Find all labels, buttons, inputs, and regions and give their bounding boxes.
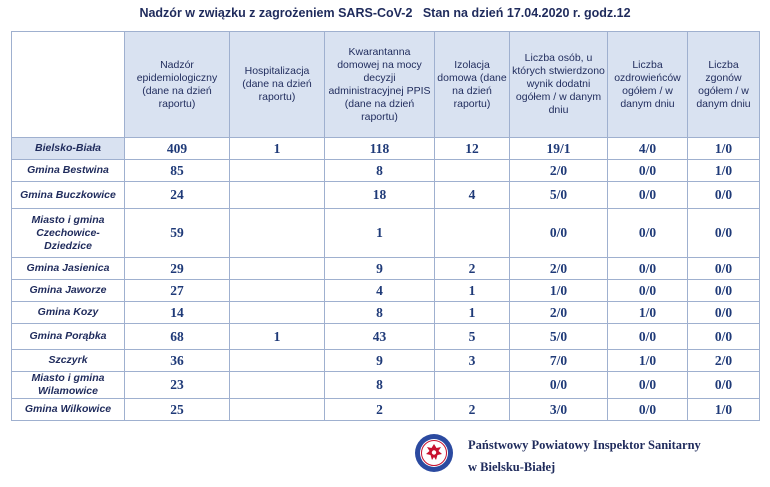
table-row [12, 280, 760, 302]
cell-nadzor: 25 [125, 399, 230, 421]
cell-zgony: 0/0 [688, 280, 760, 302]
sanepid-eagle-logo-icon [414, 433, 454, 473]
cell-kwarantanna: 43 [325, 324, 435, 350]
cell-hospitalizacja [230, 258, 325, 280]
cell-nadzor: 24 [125, 182, 230, 209]
cell-wynik-dodatni: 5/0 [510, 182, 608, 209]
cell-wynik-dodatni: 1/0 [510, 280, 608, 302]
cell-wynik-dodatni: 7/0 [510, 350, 608, 372]
table-row [12, 399, 760, 421]
cell-izolacja [435, 160, 510, 182]
cell-nadzor: 23 [125, 372, 230, 399]
cell-hospitalizacja: 1 [230, 324, 325, 350]
cell-hospitalizacja [230, 302, 325, 324]
table-row [12, 302, 760, 324]
header-corner [12, 32, 125, 138]
cell-nadzor: 27 [125, 280, 230, 302]
row-name: Gmina Porąbka [12, 324, 125, 350]
cell-izolacja: 4 [435, 182, 510, 209]
cell-zgony: 1/0 [688, 160, 760, 182]
cell-izolacja: 3 [435, 350, 510, 372]
cell-ozdrowiency: 4/0 [608, 138, 688, 160]
cell-hospitalizacja: 1 [230, 138, 325, 160]
row-name: Gmina Kozy [12, 302, 125, 324]
table-row [12, 138, 760, 160]
row-name: Szczyrk [12, 350, 125, 372]
cell-kwarantanna: 18 [325, 182, 435, 209]
cell-ozdrowiency: 1/0 [608, 350, 688, 372]
header-izolacja: Izolacja domowa (dane na dzień raportu) [435, 32, 510, 138]
page-title: Nadzór w związku z zagrożeniem SARS-CoV-2 Stan na dzień 17.04.2020 r. godz.12 [139, 6, 631, 20]
cell-nadzor: 85 [125, 160, 230, 182]
cell-kwarantanna: 8 [325, 160, 435, 182]
row-name: Gmina Jaworze [12, 280, 125, 302]
cell-zgony: 0/0 [688, 182, 760, 209]
cell-izolacja: 12 [435, 138, 510, 160]
cell-wynik-dodatni: 5/0 [510, 324, 608, 350]
cell-kwarantanna: 9 [325, 350, 435, 372]
row-name: Gmina Wilkowice [12, 399, 125, 421]
cell-kwarantanna: 4 [325, 280, 435, 302]
cell-izolacja: 5 [435, 324, 510, 350]
cell-nadzor: 409 [125, 138, 230, 160]
cell-zgony: 0/0 [688, 302, 760, 324]
cell-ozdrowiency: 0/0 [608, 182, 688, 209]
cell-kwarantanna: 8 [325, 302, 435, 324]
cell-hospitalizacja [230, 399, 325, 421]
cell-izolacja: 1 [435, 302, 510, 324]
cell-kwarantanna: 2 [325, 399, 435, 421]
cell-ozdrowiency: 0/0 [608, 209, 688, 258]
cell-hospitalizacja [230, 209, 325, 258]
cell-wynik-dodatni: 2/0 [510, 302, 608, 324]
header-hospitalizacja: Hospitalizacja (dane na dzień raportu) [230, 32, 325, 138]
cell-wynik-dodatni: 3/0 [510, 399, 608, 421]
table-row [12, 324, 760, 350]
row-name: Gmina Buczkowice [12, 182, 125, 209]
cell-zgony: 0/0 [688, 258, 760, 280]
cell-wynik-dodatni: 0/0 [510, 372, 608, 399]
header-kwarantanna: Kwarantanna domowej na mocy decyzji administracyjnej PPIS (dane na dzień raportu) [325, 32, 435, 138]
cell-ozdrowiency: 0/0 [608, 160, 688, 182]
cell-ozdrowiency: 0/0 [608, 258, 688, 280]
cell-hospitalizacja [230, 160, 325, 182]
cell-zgony: 2/0 [688, 350, 760, 372]
cell-wynik-dodatni: 2/0 [510, 160, 608, 182]
cell-hospitalizacja [230, 280, 325, 302]
cell-wynik-dodatni: 2/0 [510, 258, 608, 280]
cell-wynik-dodatni: 0/0 [510, 209, 608, 258]
cell-ozdrowiency: 0/0 [608, 324, 688, 350]
cell-kwarantanna: 9 [325, 258, 435, 280]
cell-izolacja: 2 [435, 399, 510, 421]
table-row [12, 258, 760, 280]
cell-kwarantanna: 118 [325, 138, 435, 160]
cell-izolacja [435, 372, 510, 399]
row-name: Gmina Jasienica [12, 258, 125, 280]
header-wynik-dodatni: Liczba osób, u których stwierdzono wynik dodatni ogółem / w danym dniu [510, 32, 608, 138]
cell-nadzor: 68 [125, 324, 230, 350]
cell-ozdrowiency: 1/0 [608, 302, 688, 324]
cell-ozdrowiency: 0/0 [608, 372, 688, 399]
row-name: Bielsko-Biała [12, 138, 125, 160]
header-nadzor: Nadzór epidemiologiczny (dane na dzień raportu) [125, 32, 230, 138]
table-row [12, 160, 760, 182]
row-name: Miasto i gmina Czechowice-Dziedzice [12, 209, 125, 258]
row-name: Miasto i gmina Wilamowice [12, 372, 125, 399]
cell-izolacja: 2 [435, 258, 510, 280]
cell-zgony: 0/0 [688, 209, 760, 258]
cell-zgony: 1/0 [688, 399, 760, 421]
table-row [12, 209, 760, 258]
cell-ozdrowiency: 0/0 [608, 280, 688, 302]
row-name: Gmina Bestwina [12, 160, 125, 182]
cell-kwarantanna: 8 [325, 372, 435, 399]
cell-nadzor: 59 [125, 209, 230, 258]
footer-inspector-city: w Bielsku-Białej [468, 460, 556, 474]
table-row [12, 372, 760, 399]
cell-zgony: 0/0 [688, 324, 760, 350]
cell-izolacja: 1 [435, 280, 510, 302]
cell-hospitalizacja [230, 182, 325, 209]
table-header-row [12, 32, 760, 138]
surveillance-table [11, 31, 760, 421]
cell-ozdrowiency: 0/0 [608, 399, 688, 421]
table-row [12, 350, 760, 372]
cell-hospitalizacja [230, 350, 325, 372]
cell-izolacja [435, 209, 510, 258]
table-row [12, 182, 760, 209]
header-ozdrowiency: Liczba ozdrowieńców ogółem / w danym dniu [608, 32, 688, 138]
cell-kwarantanna: 1 [325, 209, 435, 258]
cell-zgony: 0/0 [688, 372, 760, 399]
cell-wynik-dodatni: 19/1 [510, 138, 608, 160]
cell-nadzor: 29 [125, 258, 230, 280]
cell-nadzor: 14 [125, 302, 230, 324]
footer-inspector-name: Państwowy Powiatowy Inspektor Sanitarny [468, 438, 701, 452]
cell-hospitalizacja [230, 372, 325, 399]
cell-zgony: 1/0 [688, 138, 760, 160]
header-zgony: Liczba zgonów ogółem / w danym dniu [688, 32, 760, 138]
cell-nadzor: 36 [125, 350, 230, 372]
